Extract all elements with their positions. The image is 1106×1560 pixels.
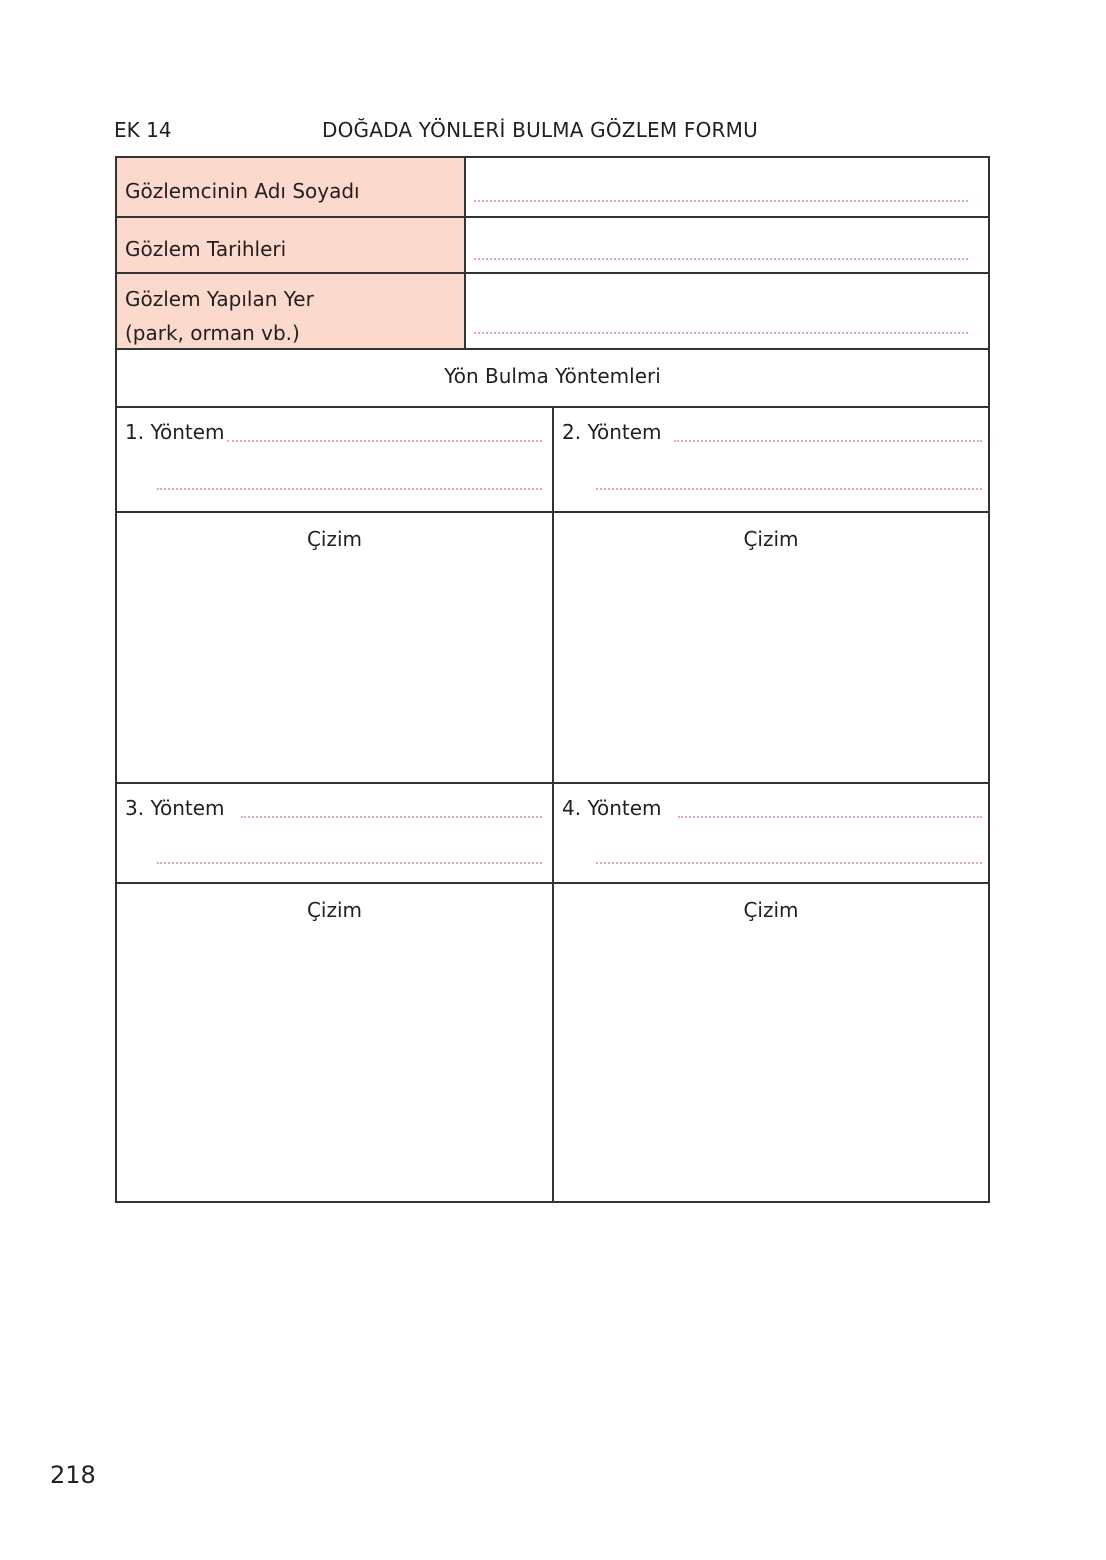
drawing-2-area[interactable] [552, 511, 990, 784]
dotted-line [157, 862, 542, 864]
section-title-cell [115, 348, 990, 408]
drawing-3-label: Çizim [306, 898, 363, 922]
method-3-label: 3. Yöntem [125, 796, 225, 820]
dotted-line [474, 200, 968, 202]
method-1-label: 1. Yöntem [125, 420, 225, 444]
observation-place-hint: (park, orman vb.) [125, 321, 300, 345]
observer-name-label: Gözlemcinin Adı Soyadı [125, 179, 360, 203]
drawing-3-area[interactable] [115, 882, 554, 1203]
observation-form [115, 156, 990, 1203]
dotted-line [241, 816, 542, 818]
section-title: Yön Bulma Yöntemleri [444, 364, 661, 388]
method-4-label: 4. Yöntem [562, 796, 662, 820]
observation-dates-label-cell [115, 216, 466, 274]
drawing-1-area[interactable] [115, 511, 554, 784]
method-2-cell[interactable] [552, 406, 990, 513]
dotted-line [674, 440, 982, 442]
drawing-1-label: Çizim [306, 527, 363, 551]
drawing-2-label: Çizim [743, 527, 799, 551]
dotted-line [678, 816, 982, 818]
dotted-line [474, 258, 968, 260]
appendix-label: EK 14 [114, 118, 172, 142]
observation-place-label-cell [115, 272, 466, 350]
drawing-4-area[interactable] [552, 882, 990, 1203]
observation-place-label: Gözlem Yapılan Yer [125, 287, 314, 311]
observer-name-label-cell [115, 156, 466, 218]
drawing-4-label: Çizim [743, 898, 799, 922]
dotted-line [596, 862, 982, 864]
observation-place-field[interactable] [464, 272, 990, 350]
observation-dates-field[interactable] [464, 216, 990, 274]
dotted-line [227, 440, 542, 442]
dotted-line [596, 488, 982, 490]
method-1-cell[interactable] [115, 406, 554, 513]
dotted-line [157, 488, 542, 490]
observation-dates-label: Gözlem Tarihleri [125, 237, 287, 261]
method-2-label: 2. Yöntem [562, 420, 662, 444]
method-4-cell[interactable] [552, 782, 990, 884]
page-number: 218 [50, 1461, 96, 1489]
dotted-line [474, 332, 968, 334]
method-3-cell[interactable] [115, 782, 554, 884]
observer-name-field[interactable] [464, 156, 990, 218]
form-title: DOĞADA YÖNLERİ BULMA GÖZLEM FORMU [322, 118, 758, 142]
